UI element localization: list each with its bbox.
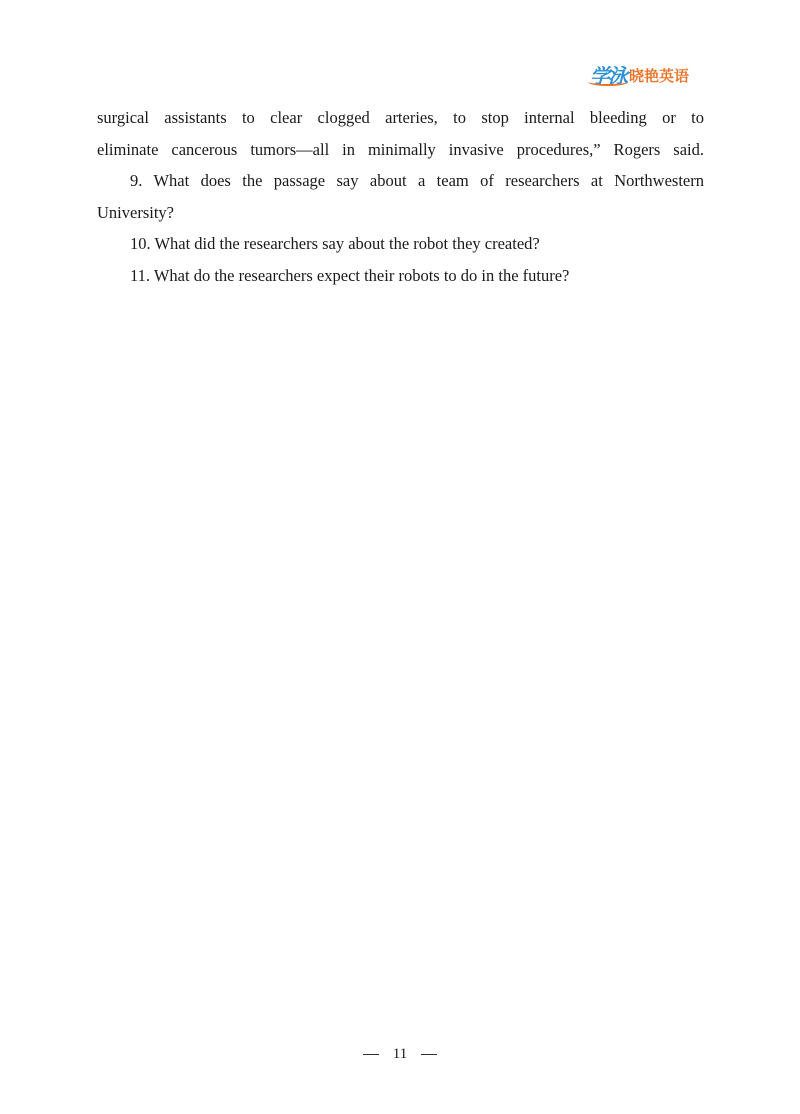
passage-line-1: surgical assistants to clear clogged arteries, to stop internal bleeding or to [97,108,704,127]
question-10: 10. What did the researchers say about the robot they created? [130,234,540,253]
footer-dash-left [363,1054,379,1055]
body-text [97,102,704,291]
passage-line-2: eliminate cancerous tumors—all in minimally invasive procedures,” Rogers said. [97,139,704,159]
question-9 [97,165,704,228]
question-11: 11. What do the researchers expect their robots to do in the future? [130,265,570,285]
footer-dash-right [421,1054,437,1055]
logo-text: 晓艳英语 [629,67,690,85]
question-9-line-2: University? [97,202,174,222]
page-footer [0,1044,800,1064]
page-number: 11 [392,1046,408,1062]
question-9-line-1: 9. What does the passage say about a team of researchers at Northwestern [130,171,704,190]
logo-swoosh-icon [588,78,628,86]
logo-mark: 学泳 [590,64,626,88]
publisher-logo [590,63,710,89]
